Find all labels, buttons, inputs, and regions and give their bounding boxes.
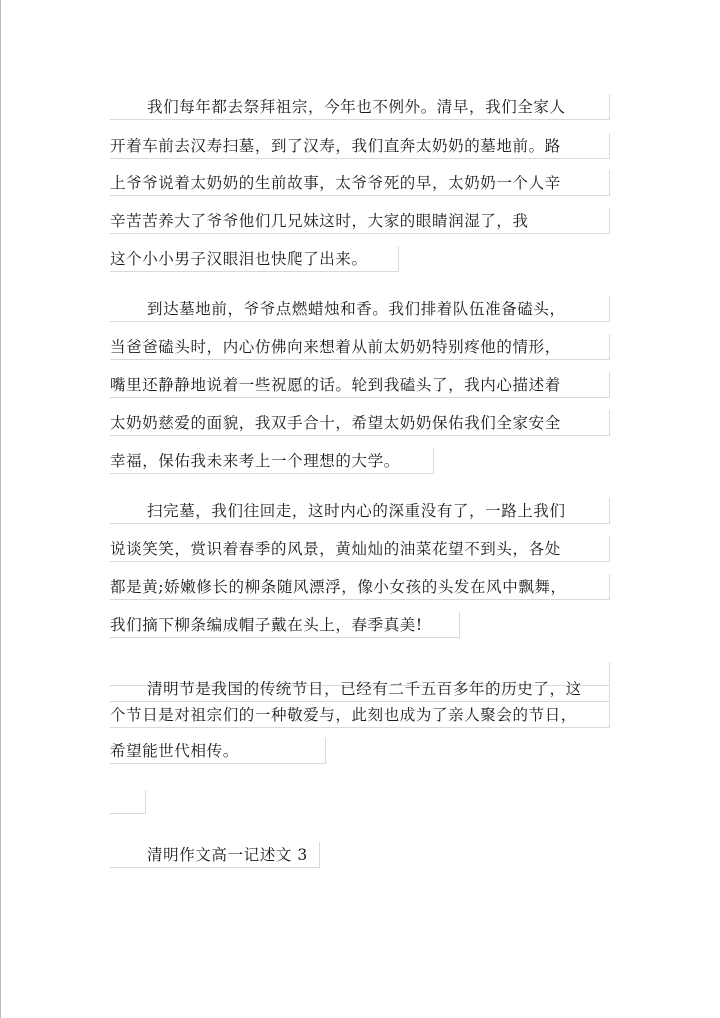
paragraph-3-line-2: 说谈笑笑，赏识着春季的风景，黄灿灿的油菜花望不到头，各处 bbox=[110, 536, 610, 562]
paragraph-2-line-4: 太奶奶慈爱的面貌，我双手合十，希望太奶奶保佑我们全家安全 bbox=[110, 410, 610, 436]
paragraph-1-line-4: 辛苦苦养大了爷爷他们几兄妹这时，大家的眼睛润湿了，我 bbox=[110, 208, 610, 234]
paragraph-1-line-1: 我们每年都去祭拜祖宗，今年也不例外。清早，我们全家人 bbox=[110, 94, 610, 120]
paragraph-2-line-1: 到达墓地前，爷爷点燃蜡烛和香。我们排着队伍准备磕头， bbox=[110, 296, 610, 322]
paragraph-4-line-2: 个节日是对祖宗们的一种敬爱与，此刻也成为了亲人聚会的节日， bbox=[110, 702, 610, 728]
paragraph-2-line-5: 幸福，保佑我未来考上一个理想的大学。 bbox=[110, 448, 434, 474]
paragraph-1-line-5: 这个小小男子汉眼泪也快爬了出来。 bbox=[110, 246, 399, 272]
paragraph-1-line-2: 开着车前去汉寿扫墓，到了汉寿，我们直奔太奶奶的墓地前。路 bbox=[110, 133, 610, 159]
paragraph-2-line-2: 当爸爸磕头时，内心仿佛向来想着从前太奶奶特别疼他的情形， bbox=[110, 334, 610, 360]
paragraph-4-line-1: 清明节是我国的传统节日，已经有二千五百多年的历史了，这 bbox=[110, 676, 610, 702]
section-heading: 清明作文高一记述文 3 bbox=[110, 842, 320, 868]
paragraph-3-line-3: 都是黄;娇嫩修长的柳条随风漂浮，像小女孩的头发在风中飘舞， bbox=[110, 574, 610, 600]
paragraph-1-line-3: 上爷爷说着太奶奶的生前故事，太爷爷死的早，太奶奶一个人辛 bbox=[110, 170, 610, 196]
page-left-edge bbox=[0, 0, 1, 1018]
paragraph-2-line-3: 嘴里还静静地说着一些祝愿的话。轮到我磕头了，我内心描述着 bbox=[110, 372, 610, 398]
paragraph-4-line-3: 希望能世代相传。 bbox=[110, 738, 326, 764]
paragraph-3-line-4: 我们摘下柳条编成帽子戴在头上，春季真美! bbox=[110, 612, 460, 638]
paragraph-3-line-1: 扫完墓，我们往回走，这时内心的深重没有了，一路上我们 bbox=[110, 498, 610, 524]
empty-line-marker bbox=[110, 790, 146, 814]
